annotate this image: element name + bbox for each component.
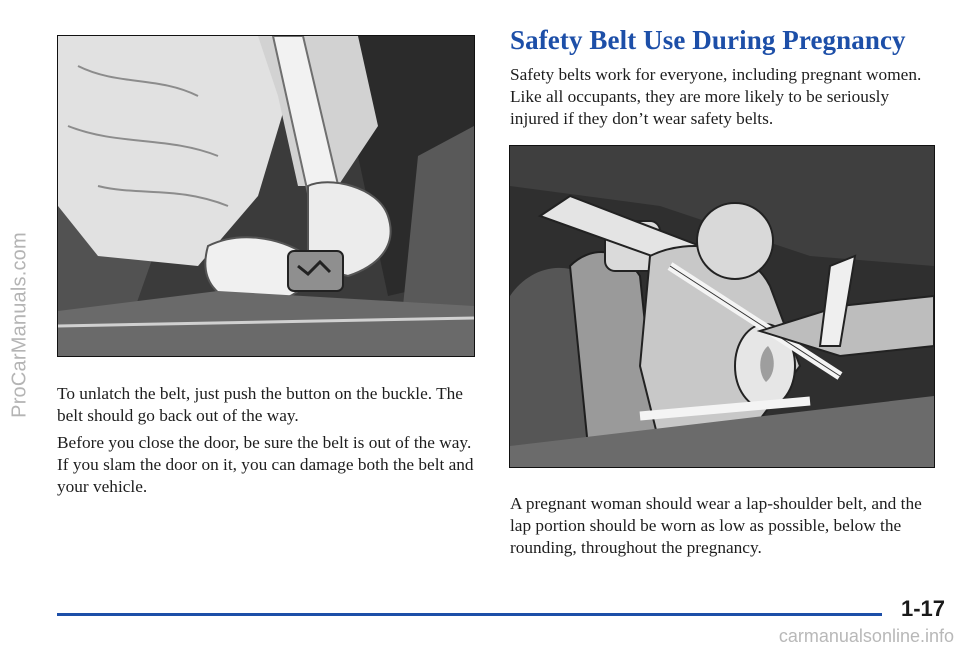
section-title: Safety Belt Use During Pregnancy xyxy=(510,25,906,55)
bottom-watermark: carmanualsonline.info xyxy=(778,626,954,646)
door-warning: Before you close the door, be sure the belt is out of the way. If you slam the door on it, you can damage both the belt and your vehicle. xyxy=(57,433,474,496)
page-number: 1-17 xyxy=(900,596,945,621)
side-watermark: ProCarManuals.com xyxy=(8,232,31,418)
unlatch-instructions: To unlatch the belt, just push the button on the buckle. The belt should go back out of the way. xyxy=(57,384,463,425)
buckle-release-illustration xyxy=(57,35,475,357)
pregnancy-guidance: A pregnant woman should wear a lap-shoulder belt, and the lap portion should be worn as low as possible, below the rounding, throughout the pregnancy. xyxy=(510,494,922,557)
intro-paragraph: Safety belts work for everyone, including pregnant women. Like all occupants, they are more likely to be seriously injured if they don’t wear safety belts. xyxy=(510,65,922,128)
footer-rule xyxy=(57,613,882,616)
pregnant-occupant-belt-illustration xyxy=(509,145,935,468)
